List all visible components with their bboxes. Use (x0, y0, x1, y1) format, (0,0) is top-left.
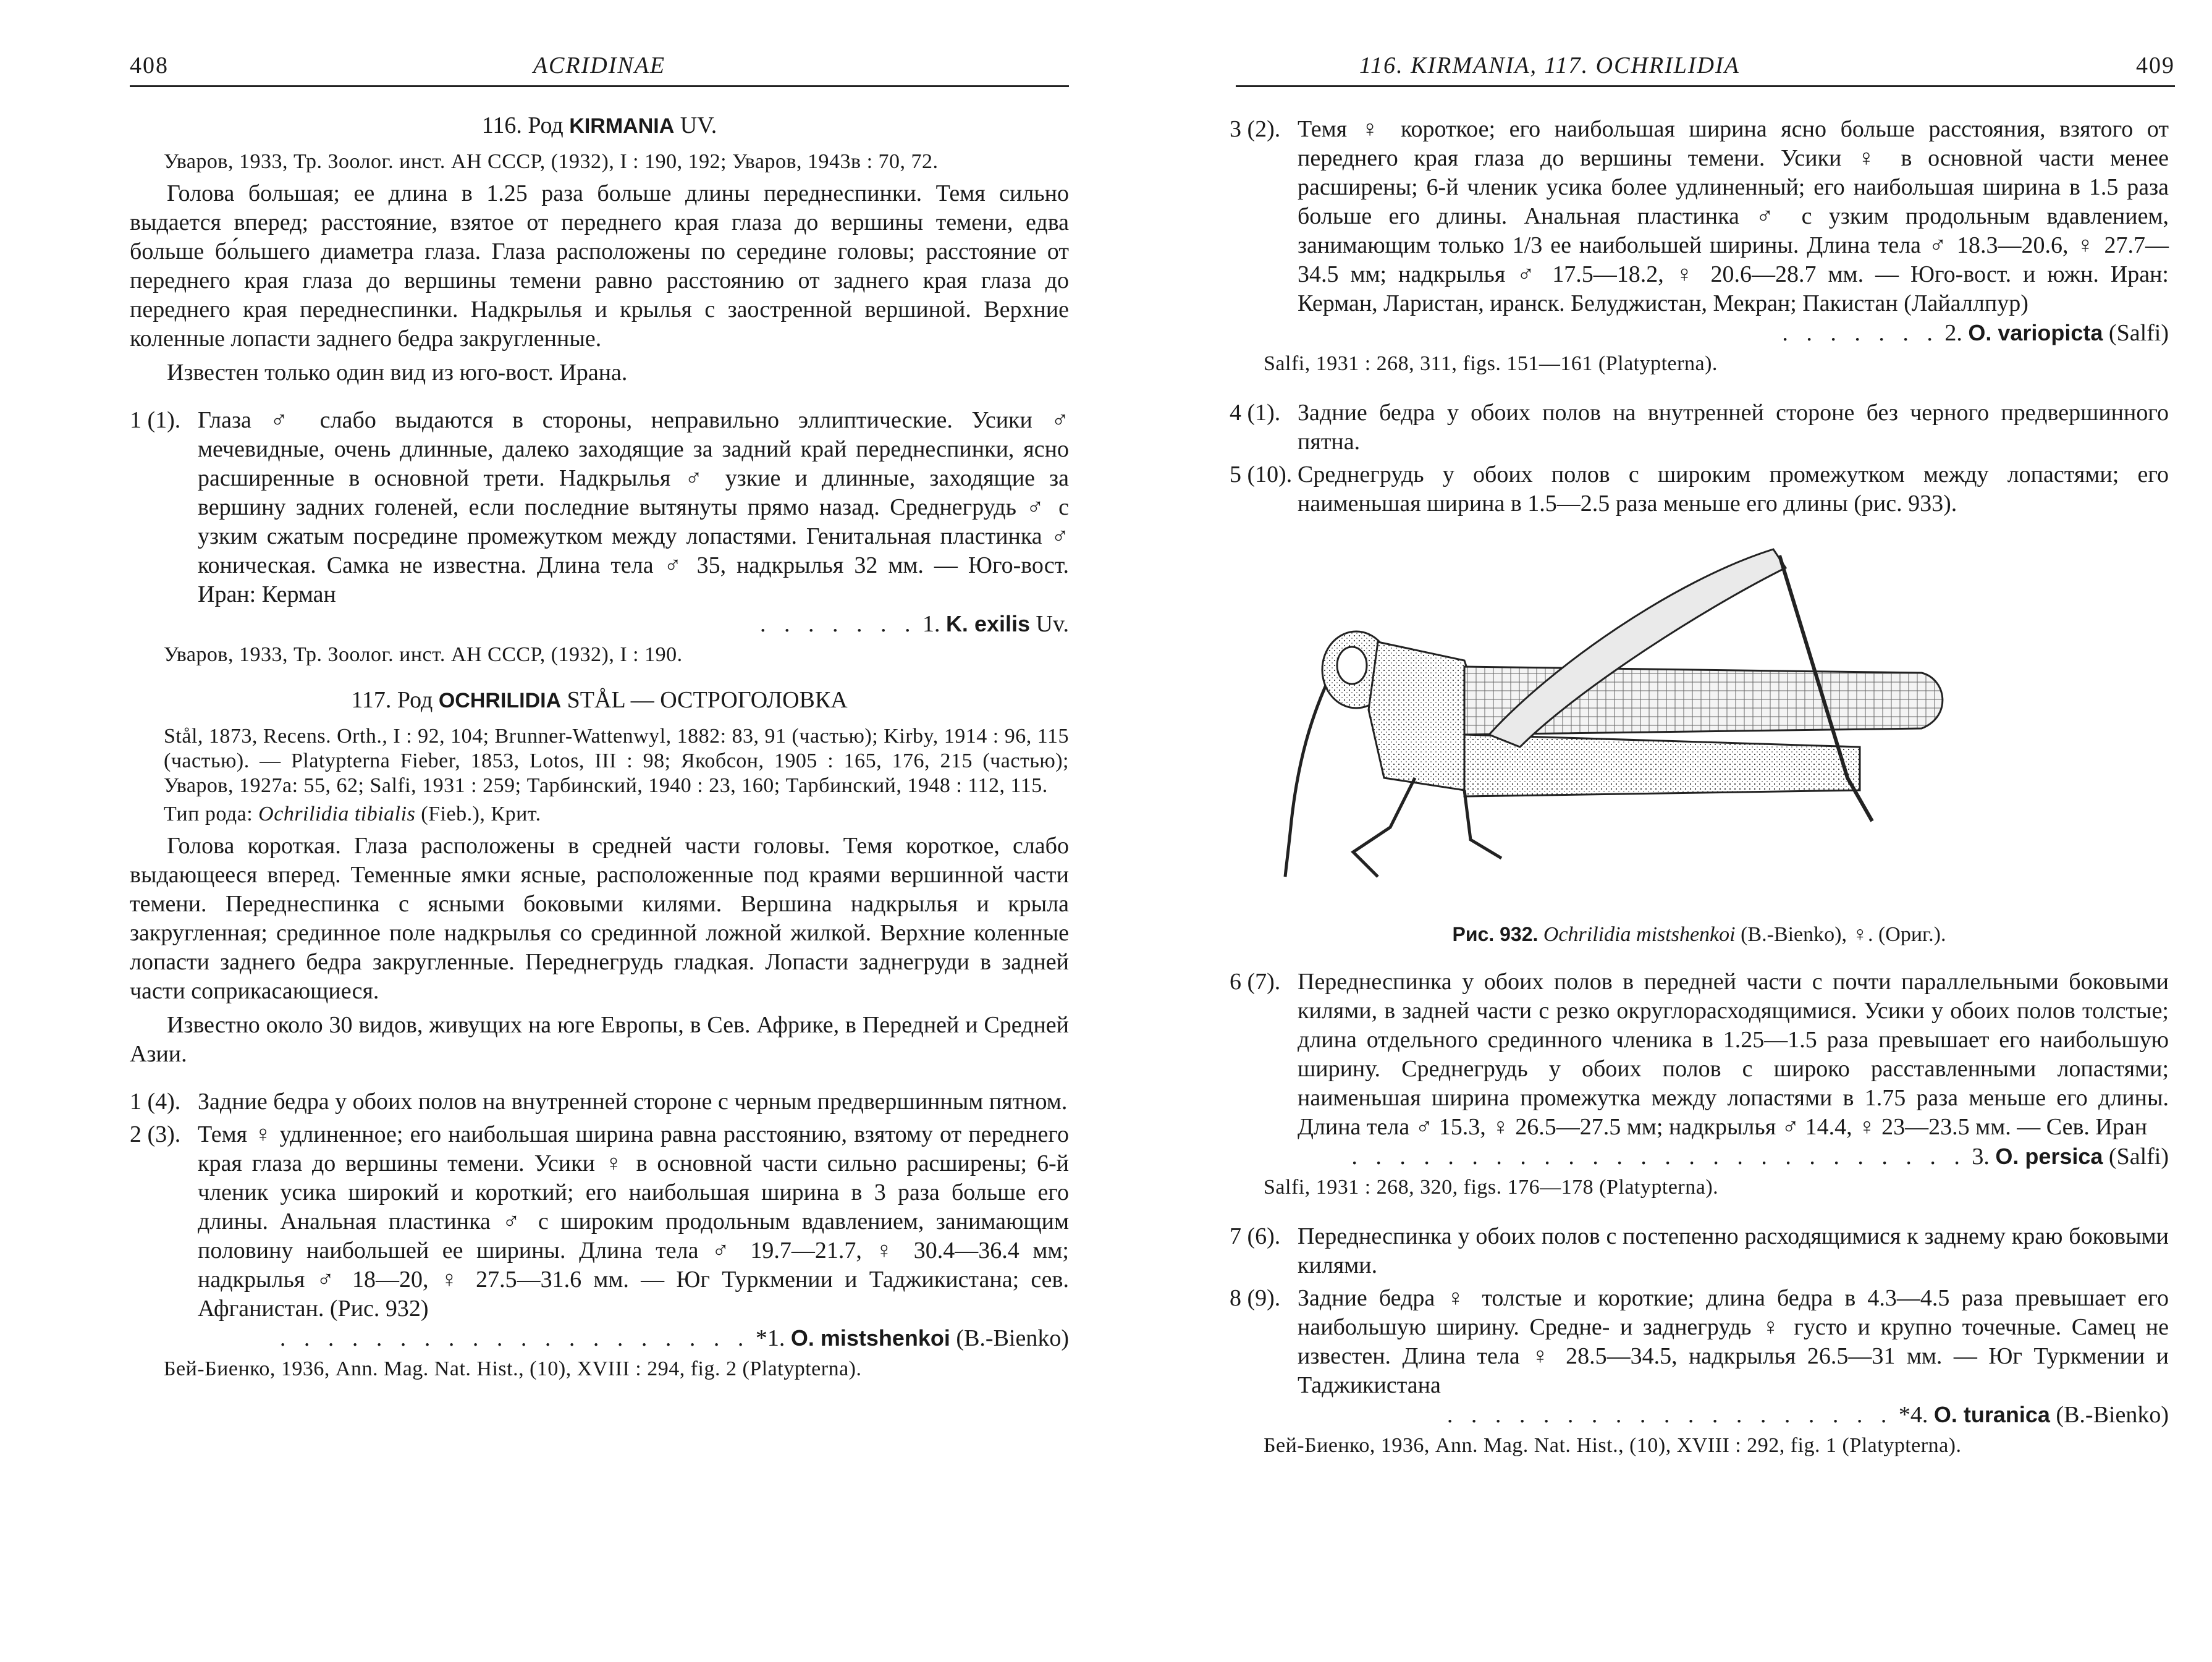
key-text: Темя ♀ короткое; его наибольшая ширина ясно больше расстояния, взятого от переднего края глаза до вершины темени. Усики ♀ в основной части менее расширены; 6-й членик усика более удлиненный; его наибольшая ширина в 1.5 раза больше его длины. Анальная пластинка ♂ с узким продольным вдавлением, занимающим только 1/3 ее наибольшей ширины. Длина тела ♂ 18.3—20.6, ♀ 27.7—34.5 мм; надкрылья ♂ 17.5—18.2, ♀ 20.6—28.7 мм. — Юго-вост. и южн. Иран: Керман, Ларистан, иранск. Белуджистан, Мекран; Пакистан (Лайаллпур) (1298, 116, 2169, 316)
key-entry (1230, 1284, 2169, 1430)
left-column (130, 111, 1069, 1385)
genus-117-title: 117. Род OCHRILIDIA STÅL — ОСТРОГОЛОВКА (351, 687, 848, 713)
antenna (1285, 667, 1335, 877)
genus-116-citation: Уваров, 1933, Тр. Зоолог. инст. АН СССР, (1932), I : 190, 192; Уваров, 1943в : 70, 72. (164, 150, 939, 173)
key-number: 5 (10). (1230, 462, 1293, 487)
grasshopper-drawing (1230, 531, 2169, 914)
right-page (1106, 0, 2212, 1662)
key-entry (130, 406, 1069, 639)
key-text: Переднеспинка у обоих полов в передней части с почти параллельными боковыми килями, в задней части с резко округлорасходящимися. Усики у обоих полов толстые; длина отдельного срединного членика в 1.25—1.5 раза превышает его наибольшую ширину. Среднегрудь у обоих полов с широко расставленными лопастями; наименьшая ширина промежутка между лопастями в 1.75 раза меньше его длины. Длина тела ♂ 15.3, ♀ 26.5—27.5 мм; надкрылья ♂ 14.4, ♀ 23—23.5 мм. — Сев. Иран (1298, 969, 2169, 1140)
genus-117-citation: Stål, 1873, Recens. Orth., I : 92, 104; Brunner-Wattenwyl, 1882: 83, 91 (частью); Kirby, 1914 : 96, 115 (частью). — Platypterna Fieber, 1853, Lotos, III : 98; Якобсон, 1905 : 165, 176, 215 (частью); Уваров, 1927a: 55, 62; Salfi, 1931 : 259; Тарбинский, 1940 : 23, 160; Тарбинский, 1948 : 112, 115. (164, 725, 1069, 797)
genus-116-distribution: Известен только один вид из юго-вост. Ирана. (167, 360, 628, 386)
species-name: O. persica (1995, 1144, 2103, 1169)
running-head-right: 116. KIRMANIA, 117. OCHRILIDIA (1359, 53, 1740, 78)
species-citation: Уваров, 1933, Тр. Зоолог. инст. АН СССР, (1932), I : 190. (164, 643, 683, 666)
key-number: 8 (9). (1230, 1285, 1281, 1311)
type-species-line: Тип рода: Ochrilidia tibialis (Fieb.), Крит. (164, 803, 541, 825)
genus-117-description: Голова короткая. Глаза расположены в средней части головы. Темя короткое, слабо выдающееся вперед. Теменные ямки ясные, расположенные под краями вершинной части темени. Переднеспинка с ясными боковыми килями. Вершина надкрылья и крыла закругленная; срединное поле надкрылья со срединной ложной жилкой. Верхние коленные лопасти заднего бедра закругленные. Переднегрудь гладкая. Лопасти заднегруди в задней части соприкасающиеся. (130, 833, 1069, 1004)
page-number-right: 409 (2136, 53, 2175, 78)
key-entry (1230, 1222, 2169, 1280)
page-number-left: 408 (130, 53, 169, 78)
running-head-left: ACRIDINAE (533, 53, 666, 78)
key-number: 1 (1). (130, 407, 181, 433)
species-name: O. turanica (1933, 1402, 2050, 1427)
key-entry (1230, 399, 2169, 457)
key-number: 4 (1). (1230, 400, 1281, 426)
grasshopper-illustration (1230, 531, 2169, 914)
species-line: . . . . . . . . . . . . . . . . . . . *4. O. turanica (B.-Bienko) (1446, 1402, 2169, 1428)
key-text: Задние бедра у обоих полов на внутренней стороне без черного предвершинного пятна. (1298, 400, 2169, 455)
key-text: Глаза ♂ слабо выдаются в стороны, неправильно эллиптические. Усики ♂ мечевидные, очень длинные, далеко заходящие за задний край переднеспинки, ясно расширенные в основной трети. Надкрылья ♂ узкие и длинные, заходящие за вершину задних голеней, если последние вытянуты прямо назад. Среднегрудь ♂ с узким сжатым посредине промежутком между лопастями. Генитальная пластинка ♂ коническая. Самка не известна. Длина тела ♂ 35, надкрылья 32 мм. — Юго-вост. Иран: Керман (198, 407, 1069, 607)
species-line: . . . . . . . . . . . . . . . . . . . . . . . . . . 3. O. persica (Salfi) (1351, 1144, 2169, 1170)
species-name: O. variopicta (1968, 320, 2103, 345)
eye (1337, 647, 1367, 684)
key-text: Переднеспинка у обоих полов с постепенно расходящимися к заднему краю боковыми килями. (1298, 1223, 2169, 1278)
species-citation: Бей-Биенко, 1936, Ann. Mag. Nat. Hist., (10), XVIII : 294, fig. 2 (Platypterna). (164, 1357, 862, 1380)
left-page-header (130, 48, 1069, 87)
key-number: 1 (4). (130, 1089, 181, 1115)
key-entry (130, 1120, 1069, 1353)
genus-117-distribution: Известно около 30 видов, живущих на юге Европы, в Сев. Африке, в Передней и Средней Азии. (130, 1012, 1069, 1067)
key-number: 3 (2). (1230, 116, 1281, 142)
key-entry (1230, 115, 2169, 348)
figure-932 (1230, 531, 2169, 949)
key-number: 6 (7). (1230, 969, 1281, 995)
species-line: . . . . . . . . . . . . . . . . . . . . *1. O. mistshenkoi (B.-Bienko) (279, 1325, 1069, 1351)
key-number: 7 (6). (1230, 1223, 1281, 1249)
species-line: . . . . . . . 1. K. exilis Uv. (759, 611, 1069, 637)
species-citation: Salfi, 1931 : 268, 311, figs. 151—161 (Platypterna). (1264, 352, 1718, 375)
species-name: K. exilis (945, 611, 1031, 636)
species-name: O. mistshenkoi (790, 1325, 950, 1351)
genus-116-name: KIRMANIA (569, 114, 675, 138)
key-text: Задние бедра у обоих полов на внутренней стороне с черным предвершинным пятном. (198, 1089, 1068, 1115)
right-column (1230, 111, 2169, 1462)
species-citation: Salfi, 1931 : 268, 320, figs. 176—178 (Platypterna). (1264, 1176, 1719, 1199)
key-text: Задние бедра ♀ толстые и короткие; длина бедра в 4.3—4.5 раза превышает его наибольшую ширину. Средне- и заднегрудь ♀ густо и крупно точечные. Самец не известен. Длина тела ♀ 28.5—34.5, надкрылья 26.5—31 мм. — Юг Туркмении и Таджикистана (1298, 1285, 2169, 1398)
key-entry (1230, 460, 2169, 518)
genus-116-title: 116. Род KIRMANIA UV. (481, 112, 717, 138)
key-text: Среднегрудь у обоих полов с широким промежутком между лопастями; его наименьшая ширина в 1.5—2.5 раза меньше его длины (рис. 933). (1298, 462, 2169, 517)
front-leg (1353, 778, 1415, 877)
genus-116-description: Голова большая; ее длина в 1.25 раза больше длины переднеспинки. Темя сильно выдается вперед; расстояние, взятое от переднего края глаза до вершины темени, едва больше бо́льшего диаметра глаза. Глаза расположены по середине головы; расстояние от переднего края глаза до вершины темени равно расстоянию от заднего края глаза до переднего края переднеспинки. Надкрылья и крылья с заостренной вершиной. Верхние коленные лопасти заднего бедра закругленные. (130, 180, 1069, 352)
key-entry (130, 1087, 1069, 1116)
key-entry (1230, 968, 2169, 1171)
key-number: 2 (3). (130, 1121, 181, 1147)
key-text: Темя ♀ удлиненное; его наибольшая ширина равна расстоянию, взятому от переднего края глаза до вершины темени. Усики ♀ в основной части сильно расширены; 6-й членик усика широкий и короткий; его наибольшая ширина в 3 раза больше его длины. Анальная пластинка ♂ с широким продольным вдавлением, занимающим половину наибольшей ее ширины. Длина тела ♂ 19.7—21.7, ♀ 30.4—36.4 мм; надкрылья ♂ 18—20, ♀ 27.5—31.6 мм. — Юг Туркмении и Таджикистана; сев. Афганистан. (Рис. 932) (198, 1121, 1069, 1322)
genus-117-name: OCHRILIDIA (438, 689, 562, 712)
middle-leg (1464, 790, 1501, 858)
species-citation: Бей-Биенко, 1936, Ann. Mag. Nat. Hist., (10), XVIII : 292, fig. 1 (Platypterna). (1264, 1434, 1962, 1457)
species-line: . . . . . . . 2. O. variopicta (Salfi) (1782, 320, 2169, 346)
figure-caption: Рис. 932. Ochrilidia mistshenkoi (B.-Bienko), ♀. (Ориг.). (1452, 923, 1946, 946)
right-page-header (1236, 48, 2175, 87)
